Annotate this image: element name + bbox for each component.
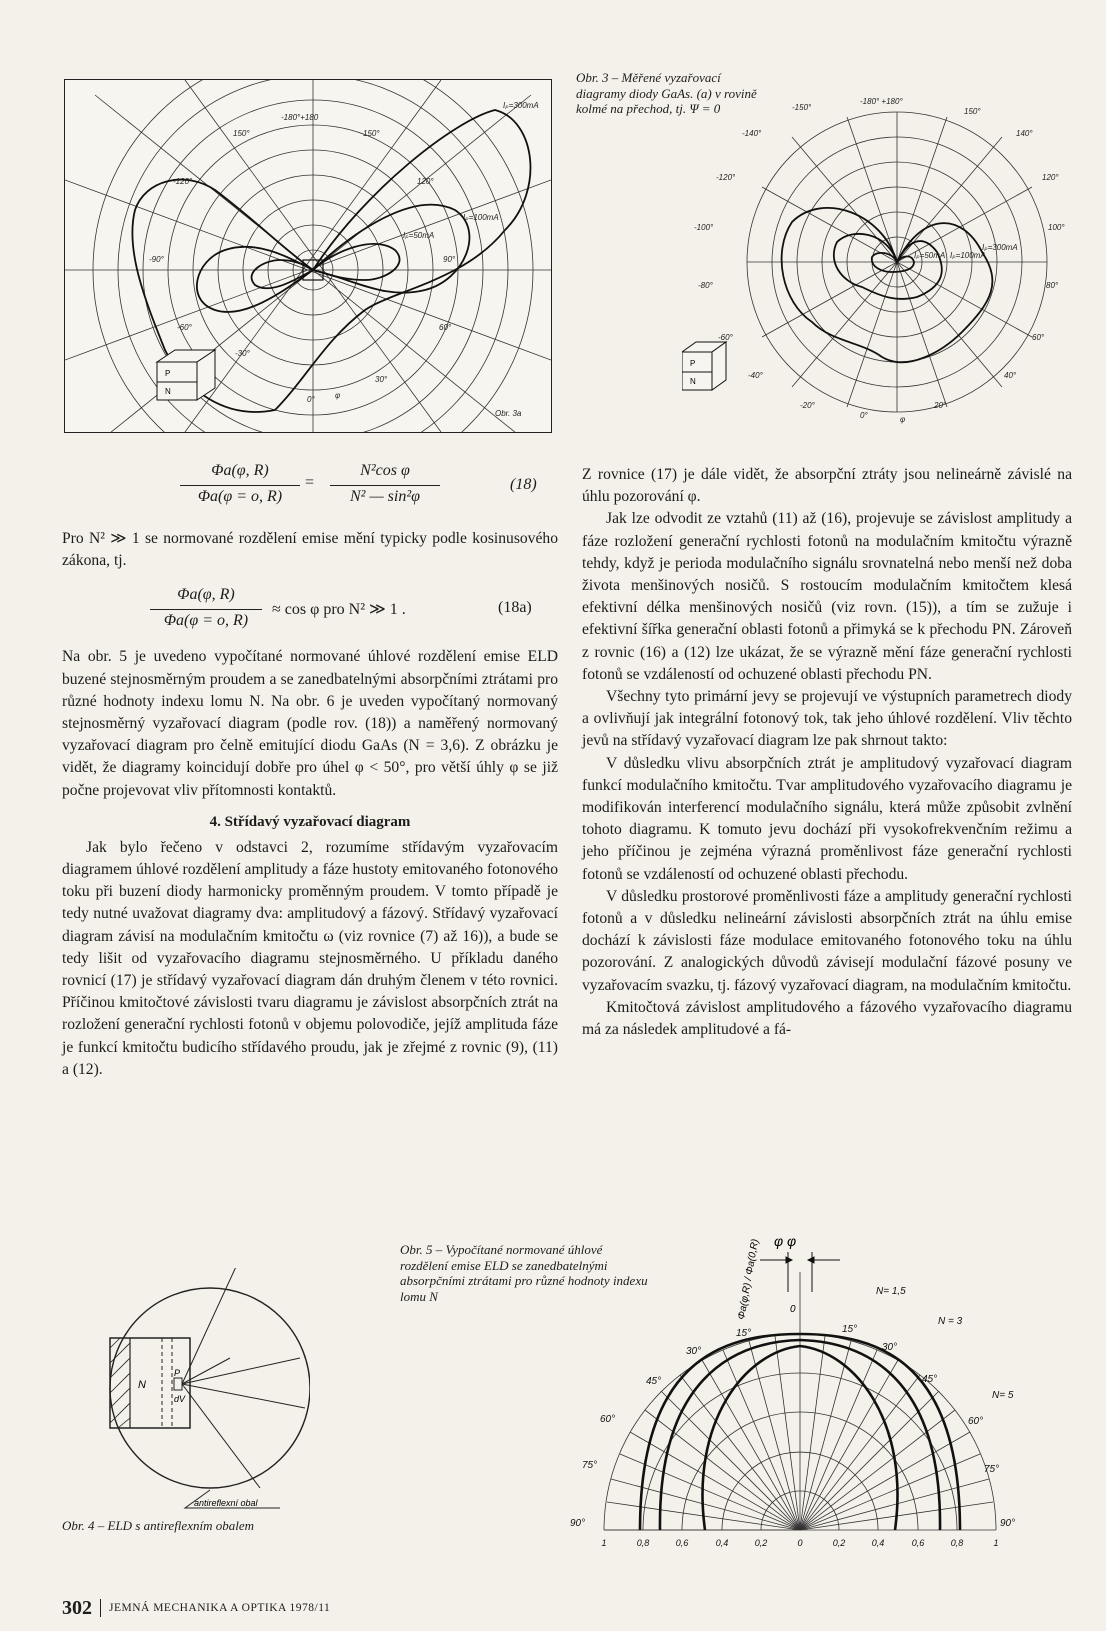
- paragraph-prostorove: V důsledku prostorové proměnlivosti fáze a amplitudy generační rychlosti fotonů a v důsledku nelineární závislosti absorpčních ztrát na úhlu emise dochází k závislosti fáze modulace emitovaného fotonového toku na úhlu pozorování. Z analogických důvodů závisejí modulační fázové posuny ve vyzařovacím svazku, tj. fázový vyzařovací diagram, na modulačním kmitočtu.: [582, 887, 1072, 994]
- svg-text:45°: 45°: [646, 1376, 662, 1387]
- figure4-label-dv: dV: [174, 1394, 186, 1404]
- eq18-number: (18): [510, 476, 537, 493]
- eq18a-denominator: Φa(φ = o, R): [163, 612, 249, 630]
- figure3-panel-b: [682, 92, 1082, 437]
- svg-text:φ: φ: [900, 415, 906, 424]
- page-number: 302: [62, 1596, 92, 1619]
- svg-text:0°: 0°: [860, 411, 868, 420]
- figure5-curve-n15: N= 1,5: [876, 1286, 906, 1297]
- figure5-curve-n5: N= 5: [992, 1390, 1014, 1401]
- eq18-lhs-numerator: Φa(φ, R): [211, 462, 269, 479]
- svg-text:N: N: [690, 377, 696, 386]
- page-footer: [62, 1596, 330, 1620]
- svg-text:60°: 60°: [1032, 333, 1045, 342]
- left-column: [62, 528, 558, 1081]
- svg-text:P: P: [690, 359, 696, 368]
- paragraph-kmitoctova: Kmitočtová závislost amplitudového a fázového vyzařovacího diagramu má za následek amplitudové a fá-: [582, 998, 1072, 1039]
- svg-text:90°: 90°: [1000, 1518, 1016, 1529]
- figure4-caption: Obr. 4 – ELD s antireflexním obalem: [62, 1518, 254, 1533]
- paragraph-obr5: Na obr. 5 je uvedeno vypočítané normované úhlové rozdělení emise ELD buzené stejnosměrným proudem a se zanedbatelnými absorpčními ztrátami pro různé hodnoty indexu lomu N. Na obr. 6 je uveden vypočítaný normovaný stejnosměrný vyzařovací diagram (podle rov. (18)) a naměřený normovaný vyzařovací diagram pro čelně emitující diodu GaAs (N = 3,6). Z obrázku je vidět, že diagramy koincidují dobře pro úhel φ < 50°, pro větší úhly φ se již počne projevovat vliv přítomnosti kontaktů.: [62, 648, 558, 799]
- svg-text:80°: 80°: [1046, 281, 1059, 290]
- paragraph-odvodit: Jak lze odvodit ze vztahů (11) až (16), projevuje se závislost amplitudy a fáze rozložení generační rychlosti fotonů na modulačním kmitočtu výrazně tehdy, když je perioda modulačního signálu srovnatelná nebo menší než doba života menšinových nosičů. S rostoucím modulačním kmitočtem klesá efektivní délka menšinových nosičů (viz rovn. (15)), a tím se zužuje i efektivní šířka generační oblasti fotonů a přimyká se k přechodu PN. Zároveň z rovnic (16) a (12) lze ukázat, že se výrazně mění fáze generační rychlosti fotonů se vzdáleností od ochuzené oblasti přechodu PN.: [582, 510, 1072, 683]
- svg-text:-80°: -80°: [698, 281, 713, 290]
- eq18-rhs-denominator: N² — sin²φ: [349, 488, 420, 505]
- svg-text:0: 0: [797, 1538, 803, 1548]
- eq18a-number: (18a): [498, 599, 532, 617]
- svg-text:-90°: -90°: [149, 255, 164, 264]
- figure3-panel-a: [64, 79, 552, 433]
- figure3a-polar-plot: [65, 80, 551, 432]
- figure3b-polar-plot: [682, 92, 1082, 437]
- svg-text:Iₚ=50mA: Iₚ=50mA: [914, 251, 946, 260]
- paragraph-primarni-jevy: Všechny tyto primární jevy se projevují ve výstupních parametrech diody a ovlivňují jak integrální fotonový tok, tak jeho úhlové rozdělení. Vliv těchto jevů na střídavý vyzařovací diagram lze pak shrnout takto:: [582, 688, 1072, 750]
- section-title: 4. Střídavý vyzařovací diagram: [209, 813, 411, 830]
- svg-text:120°: 120°: [417, 177, 434, 186]
- svg-text:Iₚ=100mA: Iₚ=100mA: [950, 251, 986, 260]
- svg-text:30°: 30°: [375, 375, 388, 384]
- svg-text:150°: 150°: [233, 129, 250, 138]
- svg-text:P: P: [165, 369, 171, 378]
- paragraph-rovnice17: Z rovnice (17) je dále vidět, že absorpční ztráty jsou nelineárně závislé na úhlu pozorování φ.: [582, 466, 1072, 506]
- svg-text:0,8: 0,8: [950, 1538, 964, 1548]
- svg-text:-150°: -150°: [792, 103, 812, 112]
- eq18a-rhs: ≈ cos φ pro N² ≫ 1 .: [272, 601, 406, 619]
- figure4-label-n: N: [138, 1379, 146, 1391]
- svg-text:75°: 75°: [582, 1460, 598, 1471]
- svg-text:Iₚ=100mA: Iₚ=100mA: [463, 213, 499, 222]
- figure3-caption: Obr. 3 – Měřené vyzařovací diagramy diody GaAs. (a) v rovině kolmé na přechod, tj. Ψ = 0: [576, 70, 757, 116]
- figure5-curve-n3: N = 3: [938, 1316, 963, 1327]
- svg-text:100°: 100°: [1048, 223, 1065, 232]
- svg-text:150°: 150°: [964, 107, 981, 116]
- svg-text:150°: 150°: [363, 129, 380, 138]
- svg-text:140°: 140°: [1016, 129, 1033, 138]
- figure4-label-obal: antireflexní obal: [194, 1498, 258, 1508]
- svg-text:Iₚ=50mA: Iₚ=50mA: [403, 231, 435, 240]
- svg-text:60°: 60°: [439, 323, 452, 332]
- figure4-diagram: [90, 1268, 310, 1518]
- figure5-polar-plot: [560, 1232, 1040, 1550]
- svg-text:-20°: -20°: [800, 401, 815, 410]
- svg-text:0,4: 0,4: [871, 1538, 885, 1548]
- svg-text:-140°: -140°: [742, 129, 762, 138]
- svg-text:-100°: -100°: [694, 223, 714, 232]
- svg-text:Iₚ=300mA: Iₚ=300mA: [503, 101, 539, 110]
- svg-text:0,2: 0,2: [754, 1538, 768, 1548]
- svg-text:φ: φ: [335, 391, 341, 400]
- eq18a-numerator: Φa(φ, R): [177, 586, 235, 604]
- svg-text:Obr. 3a: Obr. 3a: [495, 409, 522, 418]
- svg-text:90°: 90°: [443, 255, 456, 264]
- paragraph-stridavy: Jak bylo řečeno v odstavci 2, rozumíme střídavým vyzařovacím diagramem úhlové rozdělení amplitudy a fáze hustoty emitovaného fotonového toku při buzení diody harmonicky proměnným proudem. V tomto případě je tedy nutné uvažovat diagramy dva: amplitudový a fázový. Střídavý vyzařovací diagram závisí na modulačním kmitočtu ω (viz rovnice (7) až 16)), a bude se tedy lišit od vyzařovacího diagramu stejnosměrného. U příkladu daného rovnicí (17) je střídavý vyzařovací diagram dán druhým členem v této rovnici. Příčinou kmitočtové závislosti tvaru diagramu je závislost absorpčních ztrát na rozložení generační rychlosti fotonů v objemu polovodiče, jejíž amplituda fáze je funkcí kmitočtu budicího střídavého proudu, jak je zřejmé z rovnic (9), (11) a (12).: [62, 838, 558, 1078]
- right-column: [582, 464, 1072, 1041]
- figure5-caption: Obr. 5 – Vypočítané normované úhlové rozdělení emise ELD se zanedbatelnými absorpčními ztrátami pro různé hodnoty indexu lomu N: [400, 1242, 648, 1304]
- svg-text:0: 0: [790, 1304, 796, 1315]
- svg-text:60°: 60°: [600, 1414, 616, 1425]
- svg-text:40°: 40°: [1004, 371, 1017, 380]
- equation-18a: [62, 572, 558, 640]
- svg-text:-60°: -60°: [718, 333, 733, 342]
- svg-text:-30°: -30°: [235, 349, 250, 358]
- svg-text:1: 1: [601, 1538, 607, 1548]
- svg-text:-180° +180°: -180° +180°: [860, 97, 903, 106]
- svg-text:20°: 20°: [934, 401, 947, 410]
- svg-text:90°: 90°: [570, 1518, 586, 1529]
- svg-text:30°: 30°: [882, 1342, 898, 1353]
- svg-text:-60°: -60°: [177, 323, 192, 332]
- figure5-phi-marker: φ φ: [774, 1233, 797, 1249]
- svg-text:0°: 0°: [307, 395, 315, 404]
- journal-name: JEMNÁ MECHANIKA A OPTIKA 1978/11: [109, 1602, 331, 1614]
- figure5-ratio-label: Φa(φ,R) / Φa(0,R): [736, 1238, 762, 1321]
- figure4-label-p: P: [174, 1368, 181, 1378]
- svg-text:-180°+180: -180°+180: [281, 113, 319, 122]
- svg-text:0,6: 0,6: [911, 1538, 925, 1548]
- svg-text:1: 1: [993, 1538, 999, 1548]
- svg-text:30°: 30°: [686, 1346, 702, 1357]
- svg-text:-120°: -120°: [716, 173, 736, 182]
- figure4: [90, 1268, 310, 1518]
- svg-text:0,6: 0,6: [675, 1538, 689, 1548]
- eq18-rhs-numerator: N²cos φ: [360, 462, 410, 479]
- svg-text:-120°: -120°: [173, 177, 193, 186]
- paragraph-kosinus: Pro N² ≫ 1 se normované rozdělení emise mění typicky podle kosinusového zákona, tj.: [62, 530, 558, 570]
- svg-text:-40°: -40°: [748, 371, 763, 380]
- svg-text:120°: 120°: [1042, 173, 1059, 182]
- svg-text:N: N: [165, 387, 171, 396]
- equation-18: Φa(φ, R) Φa(φ = o, R) = N²cos φ N² — sin²φ (18): [180, 462, 550, 522]
- svg-text:Iₚ=300mA: Iₚ=300mA: [982, 243, 1018, 252]
- svg-text:15°: 15°: [842, 1324, 858, 1335]
- paragraph-absorpcni-ztraty: V důsledku vlivu absorpčních ztrát je amplitudový vyzařovací diagram funkcí modulačního kmitočtu. Tvar amplitudového vyzařovacího diagramu je modifikován interferencí modulačního signálu, která může způsobit zvlnění tohoto diagramu. K tomuto jevu dochází při vysokofrekvenčním režimu a jeho příčinou je zejména výrazná proměnlivost fáze generační rychlosti fotonů se vzdáleností od ochuzené oblasti přechodu.: [582, 754, 1072, 883]
- figure5: [560, 1232, 1040, 1550]
- eq18-lhs-denominator: Φa(φ = o, R): [197, 488, 283, 505]
- svg-text:45°: 45°: [922, 1374, 938, 1385]
- svg-text:60°: 60°: [968, 1416, 984, 1427]
- svg-text:75°: 75°: [984, 1464, 1000, 1475]
- svg-text:15°: 15°: [736, 1328, 752, 1339]
- svg-text:0,8: 0,8: [636, 1538, 650, 1548]
- svg-text:0,2: 0,2: [832, 1538, 846, 1548]
- svg-text:0,4: 0,4: [715, 1538, 729, 1548]
